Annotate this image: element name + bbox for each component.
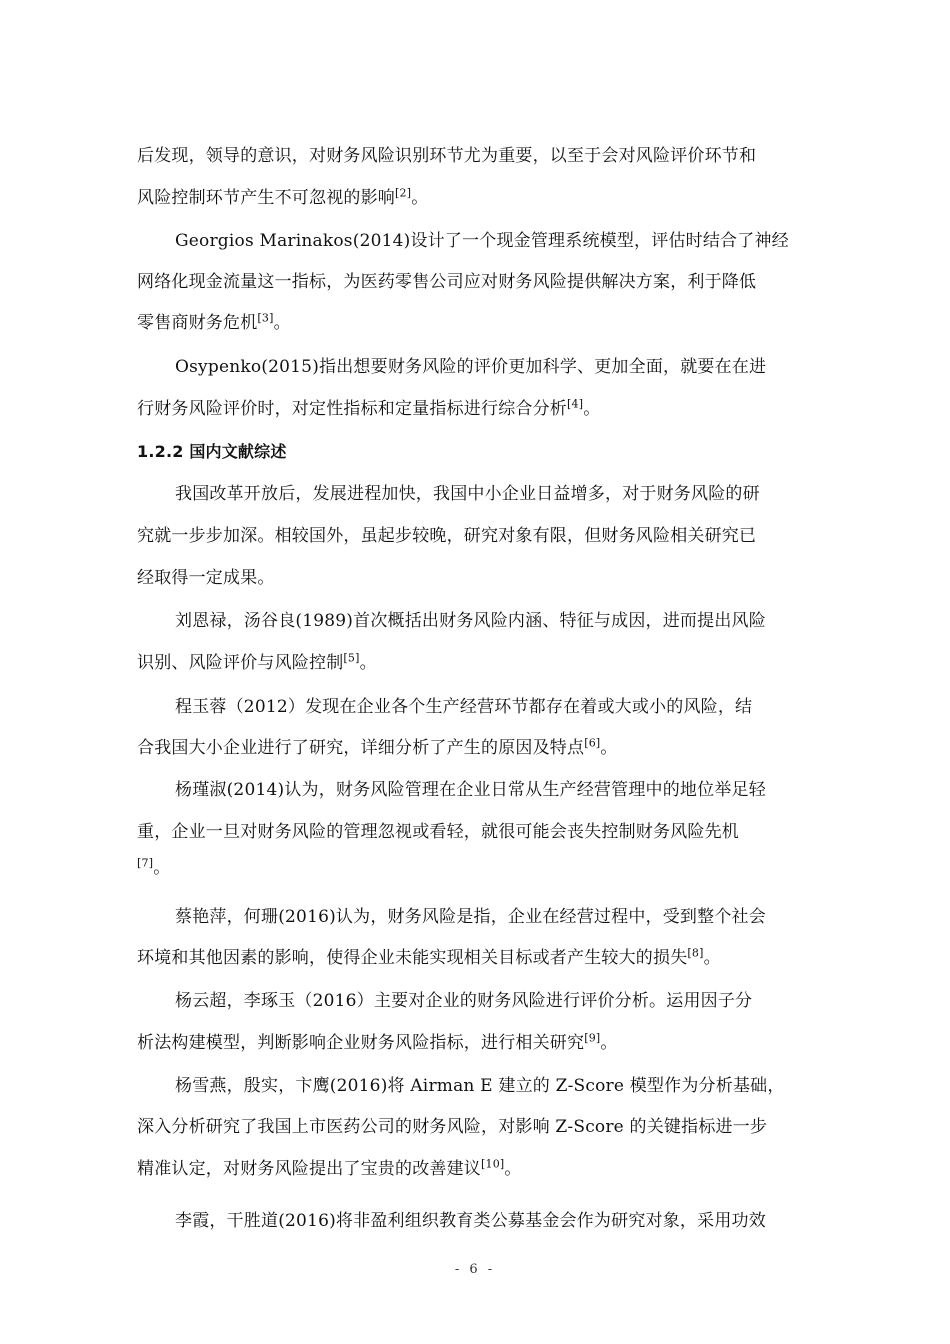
line-text: 环境和其他因素的影响，使得企业未能实现相关目标或者产生较大的损失 xyxy=(137,948,688,968)
line-end: 。 xyxy=(600,1033,618,1053)
paragraph-line xyxy=(137,1031,618,1055)
paragraph-line xyxy=(137,1157,522,1181)
paragraph-line: 我国改革开放后，发展进程加快，我国中小企业日益增多，对于财务风险的研 xyxy=(175,484,760,504)
paragraph-line: 杨瑾淑(2014)认为，财务风险管理在企业日常从生产经营管理中的地位举足轻 xyxy=(175,780,766,800)
line-text: 析法构建模型，判断影响企业财务风险指标，进行相关研究 xyxy=(137,1033,585,1053)
citation-ref: [8] xyxy=(687,946,704,960)
line-text: 合我国大小企业进行了研究，详细分析了产生的原因及特点 xyxy=(137,738,585,758)
line-end: 。 xyxy=(273,313,291,333)
paragraph-line: 蔡艳萍，何珊(2016)认为，财务风险是指，企业在经营过程中，受到整个社会 xyxy=(175,907,766,927)
line-text: 精准认定，对财务风险提出了宝贵的改善建议 xyxy=(137,1159,481,1179)
paragraph-line: 经取得一定成果。 xyxy=(137,568,275,588)
paragraph-line: 杨雪燕，殷实，卞鹰(2016)将 Airman E 建立的 Z-Score 模型作为分析基础， xyxy=(175,1076,785,1096)
paragraph-line: 杨云超，李琢玉（2016）主要对企业的财务风险进行评价分析。运用因子分 xyxy=(175,991,753,1011)
paragraph-line: 刘恩禄，汤谷良(1989)首次概括出财务风险内涵、特征与成因，进而提出风险 xyxy=(175,611,766,631)
line-end: 。 xyxy=(504,1159,522,1179)
paragraph-line xyxy=(137,311,291,335)
citation-ref: [2] xyxy=(395,186,412,200)
line-text: 风险控制环节产生不可忽视的影响 xyxy=(137,188,395,208)
line-end: 。 xyxy=(359,653,377,673)
page-number: - 6 - xyxy=(454,1262,496,1277)
paragraph-line: 重，企业一旦对财务风险的管理忽视或看轻，就很可能会丧失控制财务风险先机 xyxy=(137,822,739,842)
line-end: 。 xyxy=(411,188,429,208)
citation-ref: [9] xyxy=(584,1031,601,1045)
paragraph-line: 深入分析研究了我国上市医药公司的财务风险，对影响 Z-Score 的关键指标进一步 xyxy=(137,1117,768,1137)
citation-ref: [4] xyxy=(567,397,584,411)
line-text: 行财务风险评价时，对定性指标和定量指标进行综合分析 xyxy=(137,399,567,419)
paragraph-line: 李霞，干胜道(2016)将非盈利组织教育类公募基金会作为研究对象，采用功效 xyxy=(175,1211,766,1231)
line-end: 。 xyxy=(153,858,171,878)
line-end: 。 xyxy=(600,738,618,758)
paragraph-line xyxy=(137,186,428,210)
line-end: 。 xyxy=(583,399,601,419)
citation-ref: [5] xyxy=(343,651,360,665)
paragraph-line: Osypenko(2015)指出想要财务风险的评价更加科学、更加全面，就要在在进 xyxy=(175,357,767,377)
citation-ref: [7] xyxy=(137,856,154,870)
citation-ref: [3] xyxy=(257,311,274,325)
paragraph-line xyxy=(137,736,618,760)
section-heading: 1.2.2 国内文献综述 xyxy=(137,442,287,461)
paragraph-line xyxy=(137,651,377,675)
citation-ref: [6] xyxy=(584,736,601,750)
paragraph-line xyxy=(137,856,170,880)
line-end: 。 xyxy=(703,948,721,968)
line-text: 识别、风险评价与风险控制 xyxy=(137,653,344,673)
paragraph-line xyxy=(137,946,721,970)
paragraph-line: Georgios Marinakos(2014)设计了一个现金管理系统模型，评估时结合了神经 xyxy=(175,231,789,251)
paragraph-line: 究就一步步加深。相较国外，虽起步较晚，研究对象有限，但财务风险相关研究已 xyxy=(137,526,757,546)
citation-ref: [10] xyxy=(481,1157,505,1171)
paragraph-line xyxy=(137,397,600,421)
line-text: 零售商财务危机 xyxy=(137,313,258,333)
paragraph-line: 网络化现金流量这一指标，为医药零售公司应对财务风险提供解决方案，利于降低 xyxy=(137,272,757,292)
paragraph-line: 后发现，领导的意识，对财务风险识别环节尤为重要，以至于会对风险评价环节和 xyxy=(137,146,757,166)
paragraph-line: 程玉蓉（2012）发现在企业各个生产经营环节都存在着或大或小的风险，结 xyxy=(175,697,753,717)
